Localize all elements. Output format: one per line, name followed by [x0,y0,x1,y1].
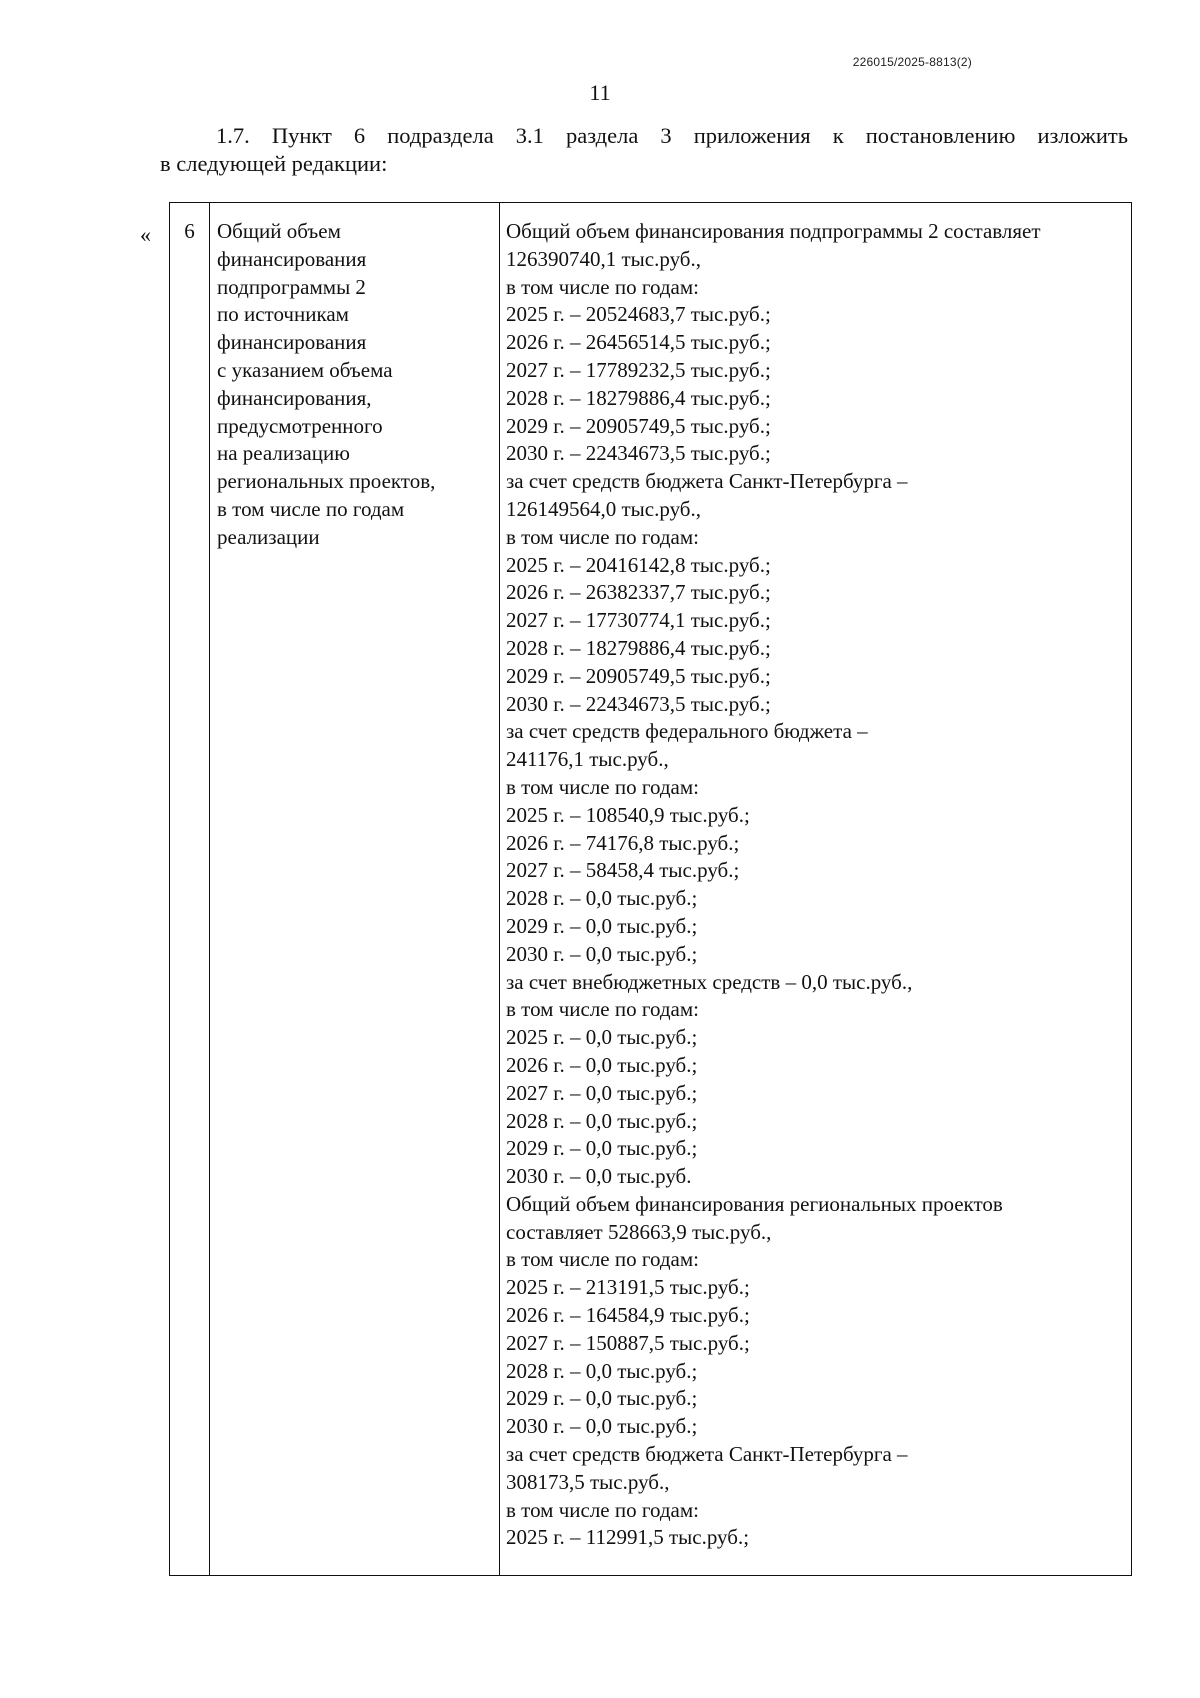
row-value-text [500,203,1131,1552]
name-line: предусмотренного [217,413,383,438]
value-line: 2027 г. – 17789232,5 тыс.руб.; [506,357,771,382]
value-line: 2025 г. – 112991,5 тыс.руб.; [506,1525,750,1550]
value-line: в том числе по годам: [506,1247,699,1272]
name-line: на реализацию [217,441,350,466]
value-line: в том числе по годам: [506,774,699,799]
value-line: 241176,1 тыс.руб., [506,747,669,772]
value-line: 2028 г. – 0,0 тыс.руб.; [506,1108,698,1133]
amendment-intro-paragraph [160,122,1128,178]
value-line: 2026 г. – 26456514,5 тыс.руб.; [506,330,771,355]
value-line: 2030 г. – 22434673,5 тыс.руб.; [506,691,771,716]
value-line: 2030 г. – 0,0 тыс.руб. [506,1164,692,1189]
value-line: 2030 г. – 22434673,5 тыс.руб.; [506,441,771,466]
row-name-cell [210,203,500,1576]
value-line: 2029 г. – 0,0 тыс.руб.; [506,1136,698,1161]
value-line: 2029 г. – 0,0 тыс.руб.; [506,913,698,938]
value-line: 2026 г. – 26382337,7 тыс.руб.; [506,580,771,605]
value-line: 2025 г. – 108540,9 тыс.руб.; [506,802,750,827]
value-line: 2030 г. – 0,0 тыс.руб.; [506,1414,698,1439]
value-line: 2028 г. – 18279886,4 тыс.руб.; [506,635,771,660]
value-line: 2026 г. – 0,0 тыс.руб.; [506,1052,698,1077]
value-line: 2027 г. – 0,0 тыс.руб.; [506,1080,698,1105]
value-line: за счет средств федерального бюджета – [506,719,868,744]
value-line: 308173,5 тыс.руб., [506,1469,670,1494]
value-line: 2028 г. – 0,0 тыс.руб.; [506,886,698,911]
table-row [170,203,1132,1576]
value-line: составляет 528663,9 тыс.руб., [506,1219,772,1244]
value-line: за счет средств бюджета Санкт-Петербурга – [506,1442,908,1467]
value-line: за счет средств бюджета Санкт-Петербурга – [506,469,908,494]
value-line: 2029 г. – 0,0 тыс.руб.; [506,1386,698,1411]
name-line: подпрограммы 2 [217,274,366,299]
name-line: с указанием объема [217,357,393,382]
value-line: в том числе по годам: [506,997,699,1022]
value-line: в том числе по годам: [506,524,699,549]
value-line: 126149564,0 тыс.руб., [506,496,701,521]
intro-line-2: в следующей редакции: [160,151,388,176]
intro-line-1: 1.7. Пункт 6 подраздела 3.1 раздела 3 приложения к постановлению изложить [216,123,1128,148]
value-line: 126390740,1 тыс.руб., [506,246,701,271]
value-line: Общий объем финансирования региональных проектов [506,1191,1003,1216]
name-line: финансирования [217,246,367,271]
value-line: 2028 г. – 0,0 тыс.руб.; [506,1358,698,1383]
value-line: 2027 г. – 17730774,1 тыс.руб.; [506,608,771,633]
value-line: 2025 г. – 0,0 тыс.руб.; [506,1025,698,1050]
value-line: 2028 г. – 18279886,4 тыс.руб.; [506,385,771,410]
value-line: 2029 г. – 20905749,5 тыс.руб.; [506,663,771,688]
value-line: за счет внебюджетных средств – 0,0 тыс.руб., [506,969,913,994]
name-line: по источникам [217,302,349,327]
name-line: финансирования [217,330,367,355]
value-line: 2026 г. – 74176,8 тыс.руб.; [506,830,740,855]
value-line: 2029 г. – 20905749,5 тыс.руб.; [506,413,771,438]
name-line: реализации [217,524,320,549]
value-line: 2025 г. – 20416142,8 тыс.руб.; [506,552,771,577]
value-line: 2025 г. – 20524683,7 тыс.руб.; [506,302,771,327]
value-line: 2030 г. – 0,0 тыс.руб.; [506,941,698,966]
row-name-text [210,203,499,552]
document-registration-number: 226015/2025-8813(2) [852,55,972,69]
value-line: в том числе по годам: [506,274,699,299]
name-line: в том числе по годам [217,496,405,521]
value-line: в том числе по годам: [506,1497,699,1522]
financing-table [169,202,1132,1576]
name-line: финансирования, [217,385,372,410]
row-number: 6 [184,219,195,243]
value-line: 2027 г. – 150887,5 тыс.руб.; [506,1330,750,1355]
row-value-cell [500,203,1132,1576]
opening-quote-mark: « [140,222,151,247]
value-line: 2026 г. – 164584,9 тыс.руб.; [506,1303,750,1328]
name-line: Общий объем [217,219,341,243]
value-line: 2025 г. – 213191,5 тыс.руб.; [506,1275,750,1300]
page-number: 11 [589,80,611,105]
row-number-cell [170,203,210,1576]
name-line: региональных проектов, [217,469,436,494]
value-line: 2027 г. – 58458,4 тыс.руб.; [506,858,740,883]
value-line: Общий объем финансирования подпрограммы 2 составляет [506,219,1041,243]
